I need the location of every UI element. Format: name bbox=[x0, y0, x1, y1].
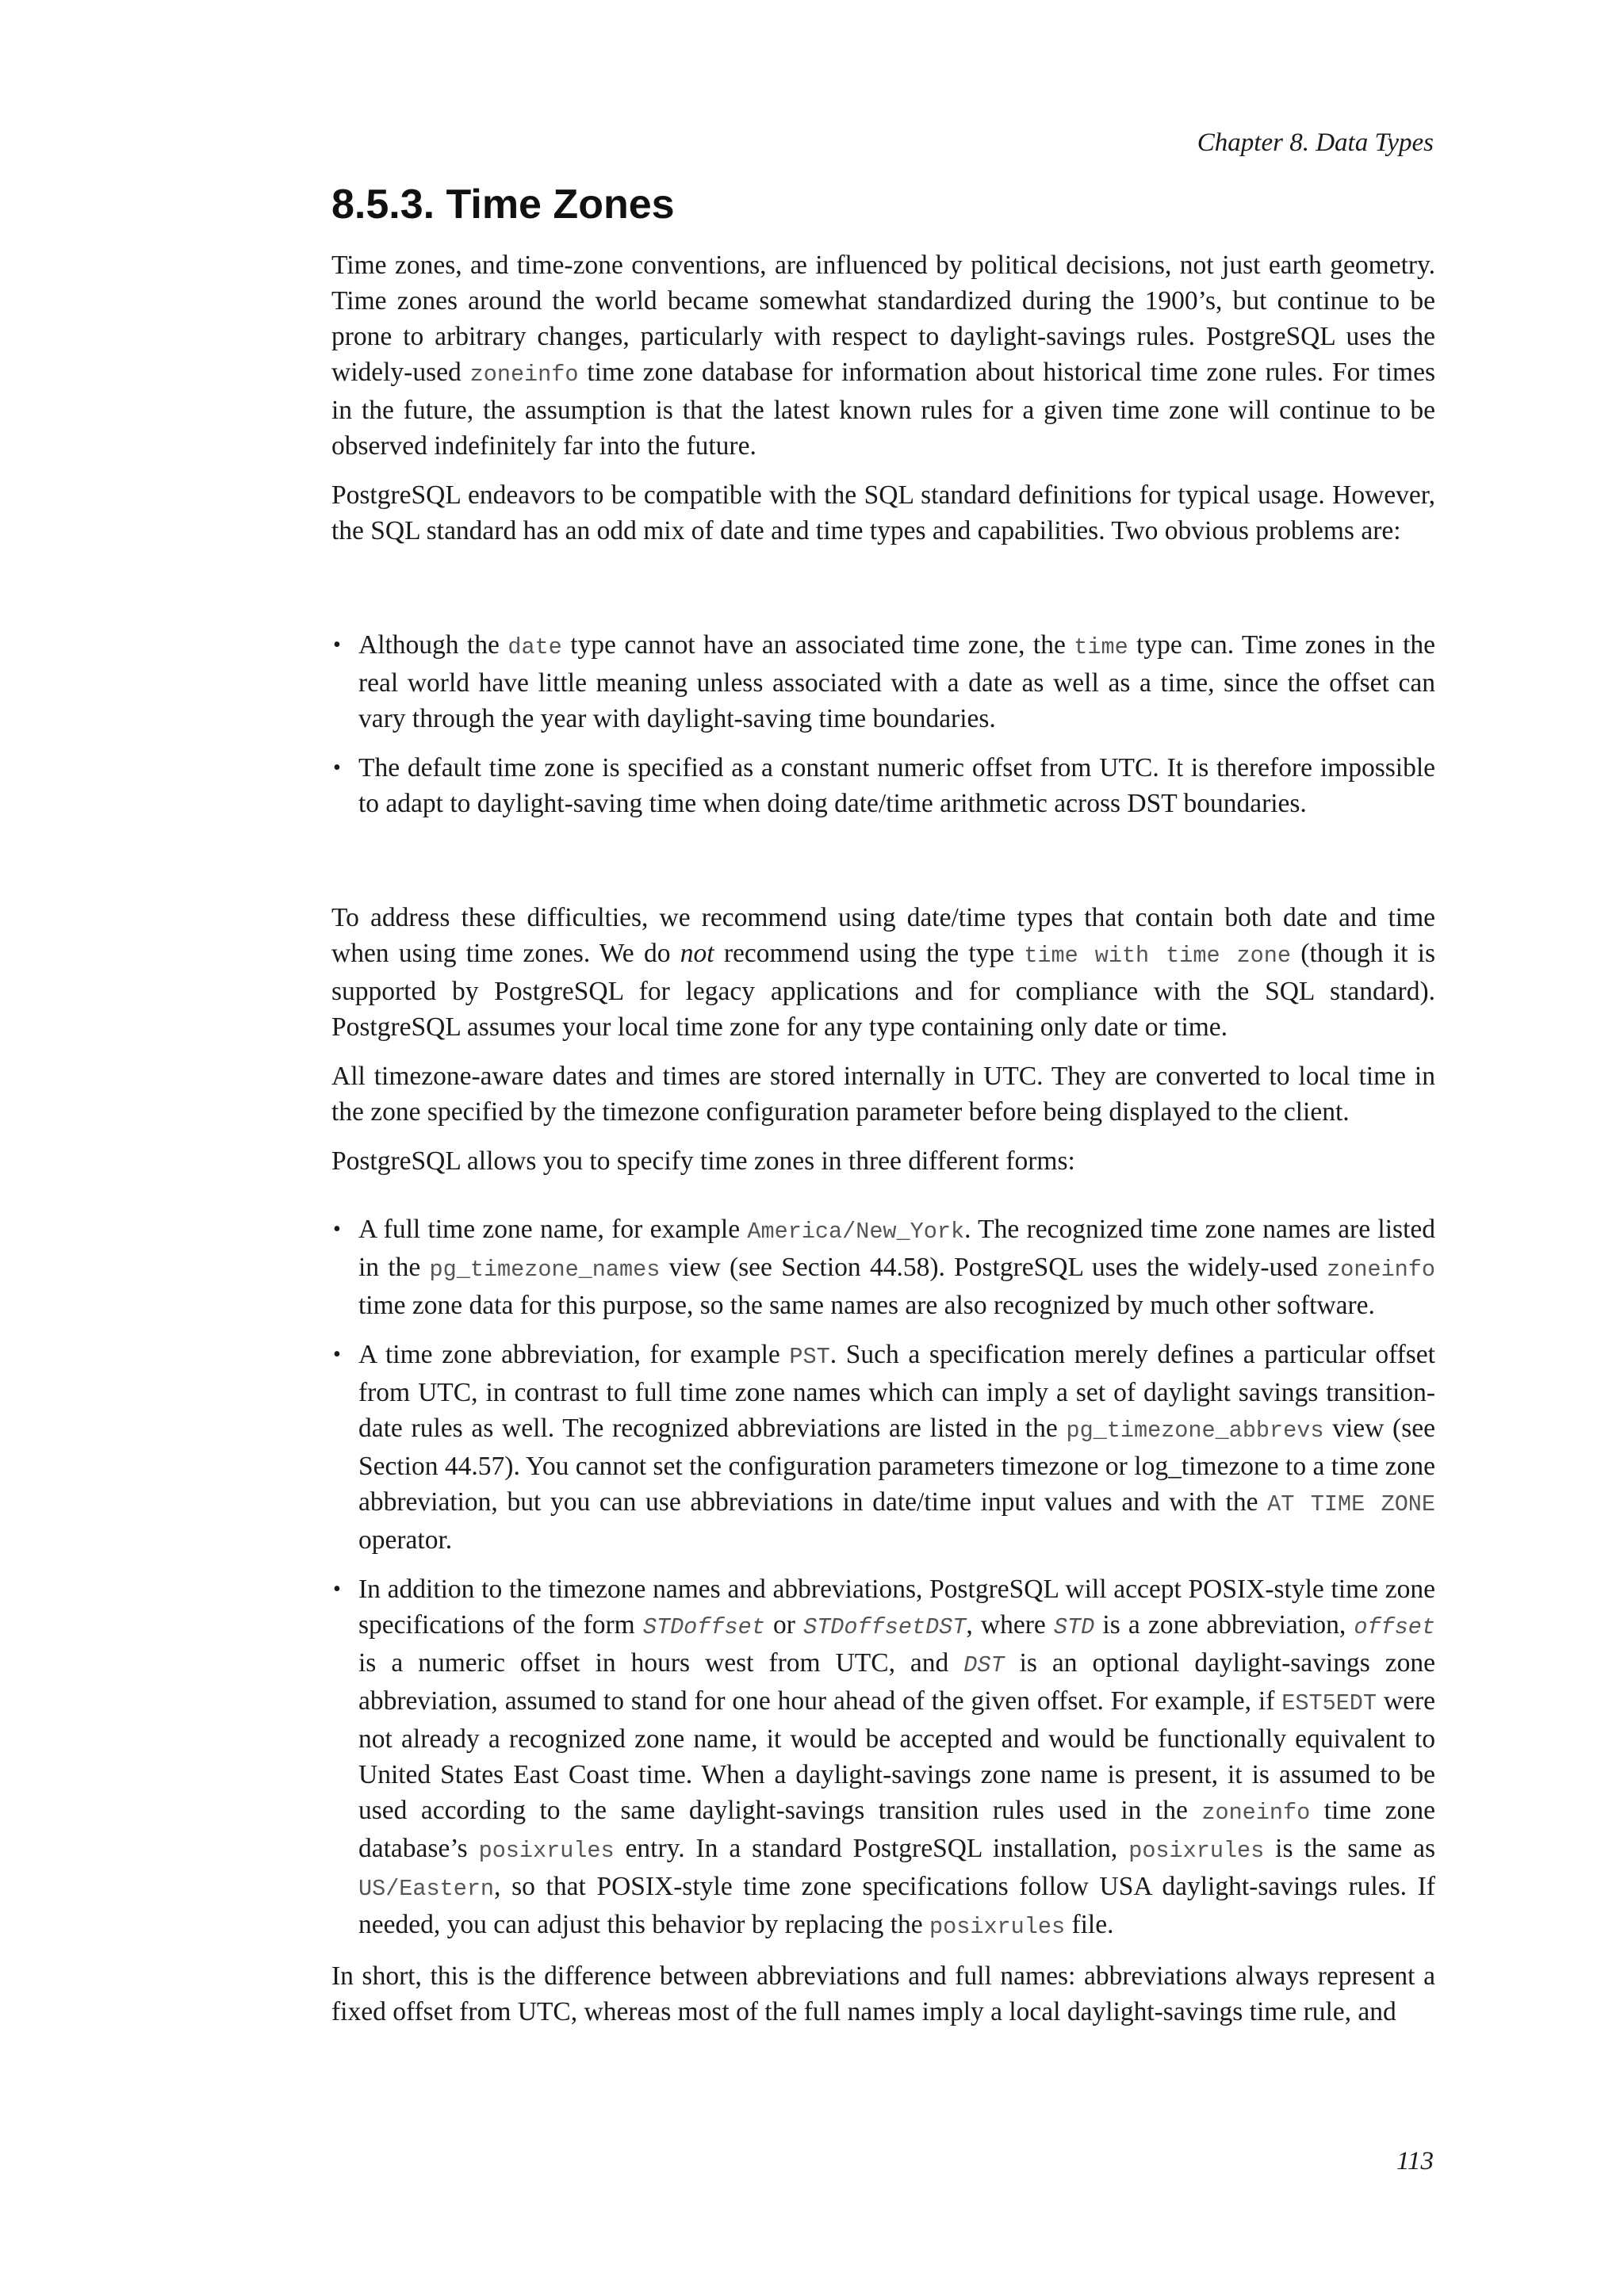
paragraph-intro: Time zones, and time-zone conventions, are influenced by political decisions, not just earth geometry. Time zones around the world became somewhat standardized during the 1900’s, but continue to be prone to arbitrary changes, particularly with respect to daylight-savings rules. PostgreSQL uses the widely-used zoneinfo time zone database for information about historical time zone rules. For times in the future, the assumption is that the latest known rules for a given time zone will continue to be observed indefinitely far into the future. bbox=[331, 251, 1435, 461]
paragraph-recommendation: To address these difficulties, we recommend using date/time types that contain both date and time when using time zones. We do not recommend using the type time with time zone (though it is supported by PostgreSQL for legacy applications and for compliance with the SQL standard). PostgreSQL assumes your local time zone for any type containing only date or time. bbox=[331, 903, 1436, 1042]
list-item: • In addition to the timezone names and abbreviations, PostgreSQL will accept POSIX-style time zone specifications of the form STDoffset or STDoffsetDST, where STD is a zone abbreviation, offset is a numeric offset in hours west from UTC, and DST is an optional daylight-savings zone abbreviation, assumed to stand for one hour ahead of the given offset. For example, if EST5EDT were not already a recognized zone name, it would be accepted and would be functionally equivalent to United States East Coast time. When a daylight-savings zone name is present, it is assumed to be used according to the same daylight-savings transition rules used in the zoneinfo time zone database’s posixrules entry. In a standard PostgreSQL installation, posixrules is the same as US/Eastern, so that POSIX-style time zone specifications follow USA daylight-savings rules. If needed, you can adjust this behavior by replacing the posixrules file. bbox=[331, 1571, 1435, 1945]
list-item: • A time zone abbreviation, for example PST. Such a specification merely defines a particular offset from UTC, in contrast to full time zone names which can imply a set of daylight savings transition-date rules as well. The recognized abbreviations are listed in the pg_timezone_abbrevs view (see Section 44.57). You cannot set the configuration parameters timezone or log_timezone to a time zone abbreviation, but you can use abbreviations in date/time input values and with the AT TIME ZONE operator. bbox=[331, 1337, 1435, 1558]
emphasis-not: not bbox=[680, 939, 714, 968]
spacer bbox=[331, 1192, 1435, 1211]
code-date: date bbox=[508, 634, 562, 660]
problems-list bbox=[331, 627, 1435, 821]
list-item: • Although the date type cannot have an associated time zone, the time type can. Time zones in the real world have little meaning unless associated with a date as well as a time, since the offset can vary through the year with daylight-saving time boundaries. bbox=[331, 627, 1435, 737]
page-number: 113 bbox=[1396, 2147, 1434, 2175]
spacer bbox=[331, 835, 1435, 900]
spacer bbox=[331, 562, 1435, 627]
paragraph-sql-standard: PostgreSQL endeavors to be compatible with the SQL standard definitions for typical usage. However, the SQL standard has an odd mix of date and time types and capabilities. Two obvious problems are: bbox=[331, 480, 1435, 545]
code-time: time bbox=[1074, 634, 1128, 660]
code-time-with-time-zone: time with time zone bbox=[1024, 943, 1291, 969]
section-title: 8.5.3. Time Zones bbox=[331, 182, 675, 228]
list-item: • The default time zone is specified as a constant numeric offset from UTC. It is therefore impossible to adapt to daylight-saving time when doing date/time arithmetic across DST boundaries. bbox=[331, 750, 1435, 821]
paragraph-utc-storage: All timezone-aware dates and times are stored internally in UTC. They are converted to local time in the zone specified by the timezone configuration parameter before being displayed to the client. bbox=[331, 1062, 1435, 1127]
page-content bbox=[331, 181, 1435, 2043]
paragraph-summary: In short, this is the difference between abbreviations and full names: abbreviations always represent a fixed offset from UTC, whereas most of the full names imply a local daylight-savings time rule, and bbox=[331, 1961, 1435, 2026]
forms-list bbox=[331, 1211, 1435, 1945]
paragraph-three-forms: PostgreSQL allows you to specify time zones in three different forms: bbox=[331, 1146, 1075, 1176]
list-item: • A full time zone name, for example America/New_York. The recognized time zone names are listed in the pg_timezone_names view (see Section 44.58). PostgreSQL uses the widely-used zoneinfo time zone data for this purpose, so the same names are also recognized by much other software. bbox=[331, 1211, 1435, 1323]
running-header: Chapter 8. Data Types bbox=[1197, 128, 1434, 157]
code-zoneinfo: zoneinfo bbox=[469, 362, 579, 388]
